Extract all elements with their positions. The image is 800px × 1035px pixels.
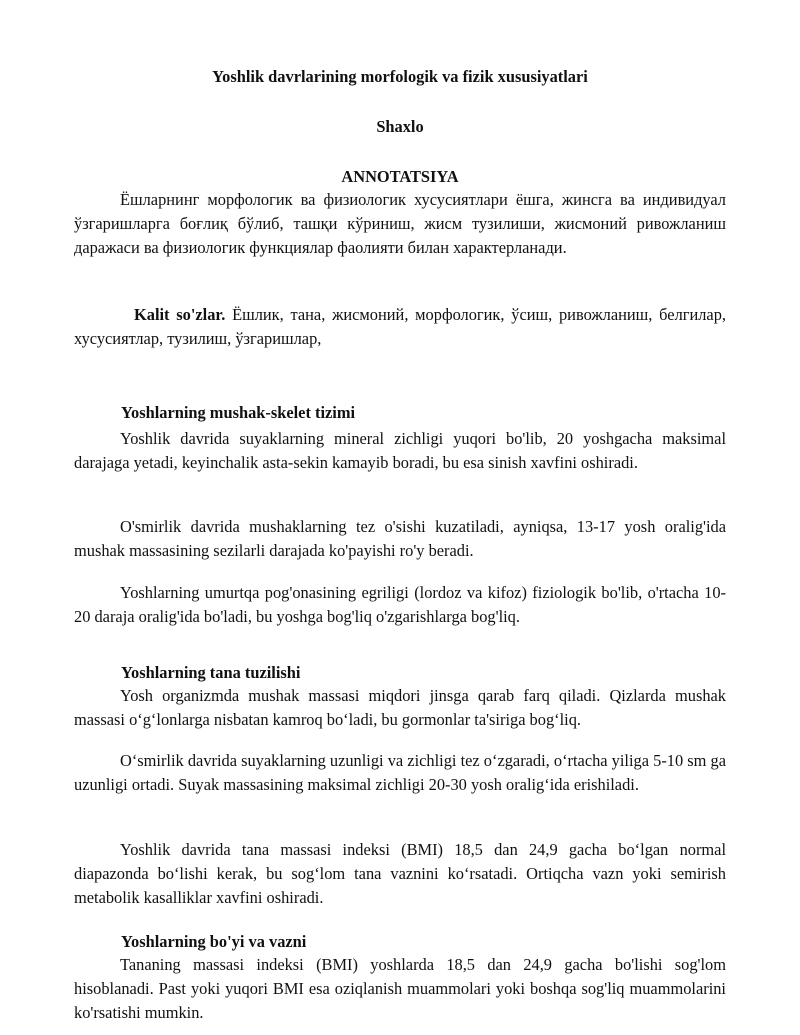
section-heading: Yoshlarning mushak-skelet tizimi	[121, 403, 356, 422]
paragraph: O'smirlik davrida mushaklarning tez o'sishi kuzatiladi, ayniqsa, 13-17 yosh oralig'ida mushak massasining sezilarli darajada ko'payishi ro'y beradi.	[74, 517, 726, 560]
section-heading: Yoshlarning bo'yi va vazni	[121, 932, 307, 951]
document-title: Yoshlik davrlarining morfologik va fizik xususiyatlari	[212, 67, 588, 86]
annotation-text: Ёшларнинг морфологик ва физиологик хусусиятлари ёшга, жинсга ва индивидуал ўзгаришларга боғлиқ бўлиб, ташқи кўриниш, жисм тузилиши, жисмоний ривожланиш даражаси ва физиологик функциялар фаолияти билан характерланади.	[74, 190, 726, 257]
paragraph: Yoshlik davrida suyaklarning mineral zichligi yuqori bo'lib, 20 yoshgacha maksimal darajaga yetadi, keyinchalik asta-sekin kamayib boradi, bu esa sinish xavfini oshiradi.	[74, 429, 726, 472]
keywords-text: Ёшлик, тана, жисмоний, морфологик, ўсиш, ривожланиш, белгилар, хусусиятлар, тузилиш, ўзгаришлар,	[74, 305, 726, 348]
paragraph: Yosh organizmda mushak massasi miqdori jinsga qarab farq qiladi. Qizlarda mushak massasi o‘g‘lonlarga nisbatan kamroq bo‘ladi, bu gormonlar ta'siriga bog‘liq.	[74, 686, 726, 729]
paragraph: Yoshlik davrida tana massasi indeksi (BMI) 18,5 dan 24,9 gacha bo‘lgan normal diapazonda bo‘lishi kerak, bu sog‘lom tana vaznini ko‘rsatadi. Ortiqcha vazn yoki semirish metabolik kasalliklar xavfini oshiradi.	[74, 840, 726, 907]
paragraph: Tananing massasi indeksi (BMI) yoshlarda 18,5 dan 24,9 gacha bo'lishi sog'lom hisoblanadi. Past yoki yuqori BMI esa oziqlanish muammolari yoki boshqa sog'liq muammolarini ko'rsatishi mumkin.	[74, 955, 726, 1022]
author-name: Shaxlo	[376, 117, 424, 136]
paragraph: O‘smirlik davrida suyaklarning uzunligi va zichligi tez o‘zgaradi, o‘rtacha yiliga 5-10 sm ga uzunligi ortadi. Suyak massasining maksimal zichligi 20-30 yosh oralig‘ida erishiladi.	[74, 751, 726, 794]
paragraph: Yoshlarning umurtqa pog'onasining egriligi (lordoz va kifoz) fiziologik bo'lib, o'rtacha 10-20 daraja oralig'ida bo'ladi, bu yoshga bog'liq o'zgarishlarga bog'liq.	[74, 583, 726, 626]
keywords-paragraph	[74, 303, 726, 351]
annotation-heading: ANNOTATSIYA	[341, 167, 459, 186]
keywords-label: Kalit so'zlar.	[134, 305, 226, 324]
section-heading: Yoshlarning tana tuzilishi	[121, 663, 301, 682]
